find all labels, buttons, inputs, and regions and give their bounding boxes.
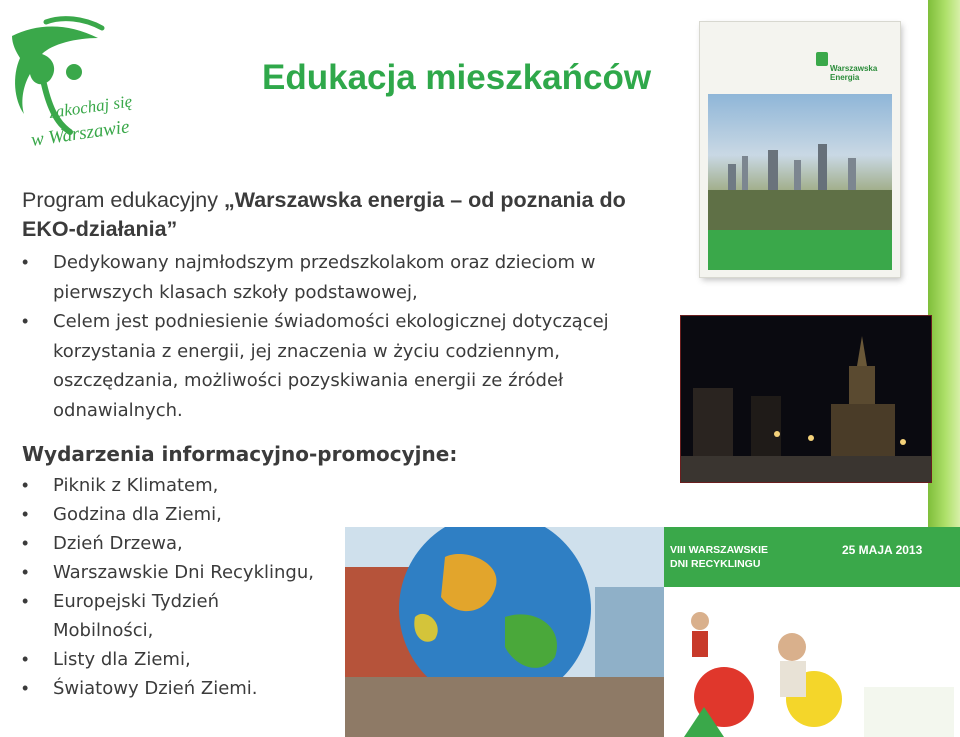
event-item: • Światowy Dzień Ziemi. bbox=[22, 674, 682, 703]
brochure-cover-image bbox=[700, 22, 900, 277]
poster-title-line1: VIII WARSZAWSKIE bbox=[670, 544, 769, 556]
night-city-photo bbox=[680, 315, 932, 483]
event-item: • Listy dla Ziemi, bbox=[22, 645, 682, 674]
program-intro bbox=[22, 186, 682, 244]
event-item: • Warszawskie Dni Recyklingu, bbox=[22, 558, 682, 587]
page-title: Edukacja mieszkańców bbox=[262, 58, 652, 97]
recycling-days-poster bbox=[664, 527, 960, 737]
cover-green-band bbox=[708, 230, 892, 270]
svg-text:w Warszawie: w Warszawie bbox=[29, 116, 131, 151]
poster-date: 25 MAJA 2013 bbox=[842, 543, 923, 557]
program-bullet-audience: • Dedykowany najmłodszym przedszkolakom oraz dzieciom w pierwszych klasach szkoły podstawowej, bbox=[22, 248, 682, 307]
program-prefix: Program edukacyjny bbox=[22, 188, 224, 212]
program-bullets bbox=[22, 248, 682, 425]
program-bullet-goal: • Celem jest podniesienie świadomości ekologicznej dotyczącej korzystania z energii, jej znaczenia w życiu codziennym, oszczędzania, możliwości pozyskiwania energii ze źródeł odnawialnych. bbox=[22, 307, 682, 425]
poster-title-line2: DNI RECYKLINGU bbox=[670, 558, 761, 570]
poster-illustration bbox=[664, 587, 960, 737]
program-name: „Warszawska energia – od poznania do EKO-działania” bbox=[22, 188, 626, 241]
event-item: • Godzina dla Ziemi, bbox=[22, 500, 682, 529]
event-item: • Europejski Tydzień Mobilności, bbox=[22, 587, 243, 645]
city-skyline-photo bbox=[708, 94, 892, 230]
svg-text:zakochaj się: zakochaj się bbox=[47, 91, 134, 122]
events-heading: Wydarzenia informacyjno-promocyjne: bbox=[22, 442, 458, 466]
poster-title bbox=[670, 543, 768, 571]
event-item: • Dzień Drzewa, bbox=[22, 529, 682, 558]
cover-logo-mark bbox=[816, 52, 828, 66]
giant-globe-event-photo bbox=[345, 527, 665, 737]
event-item: • Piknik z Klimatem, bbox=[22, 471, 682, 500]
zakochaj-sie-w-warszawie-logo bbox=[6, 14, 134, 164]
cover-brand-label: Warszawska Energia bbox=[830, 64, 878, 82]
